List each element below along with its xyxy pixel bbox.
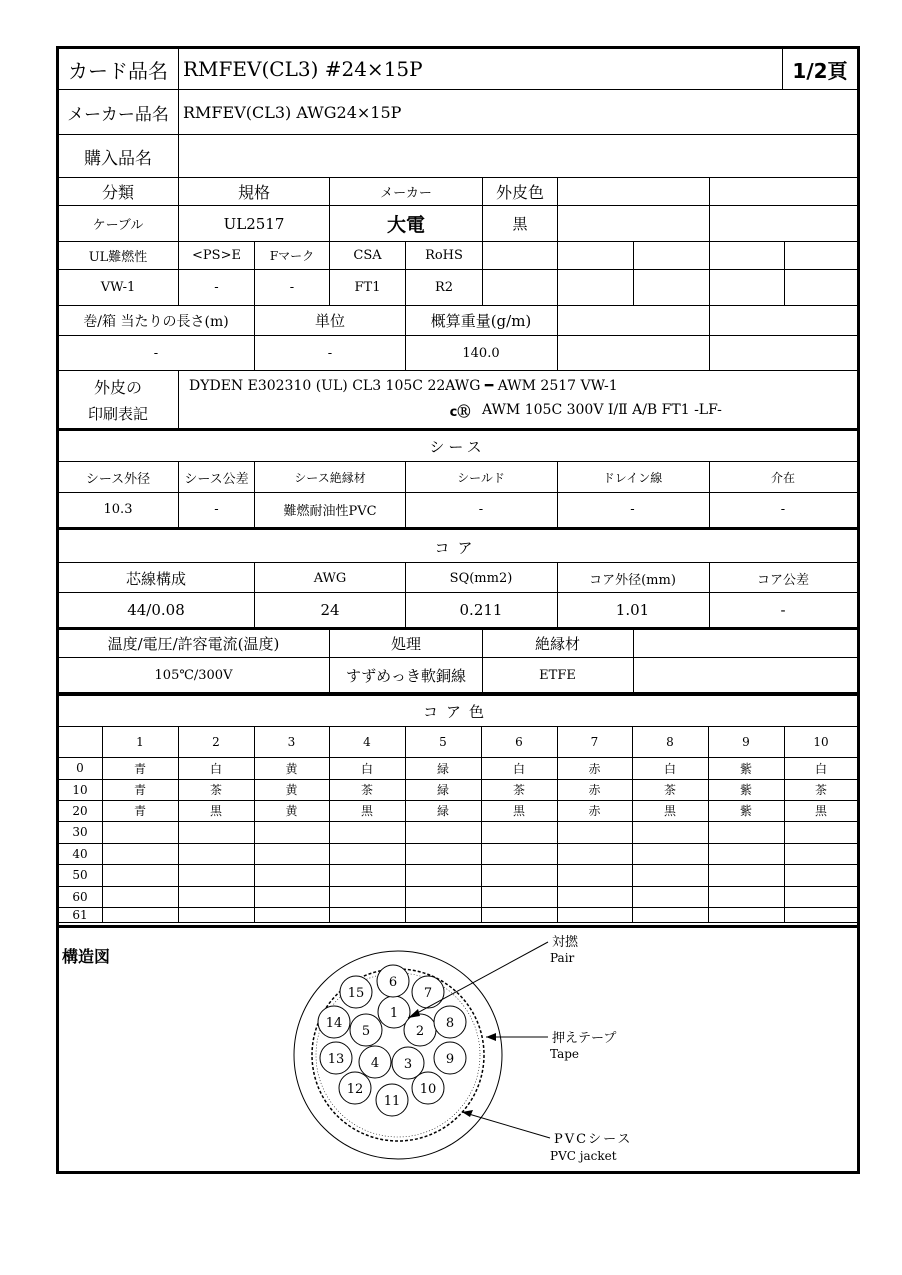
weight-header: 概算重量(g/m) — [430, 312, 532, 330]
core-tol-value: - — [780, 601, 786, 619]
sheath-od-header: シース外径 — [85, 472, 151, 487]
core-color-row-label: 10 — [72, 782, 88, 797]
temp-value: 105℃/300V — [154, 667, 233, 683]
core-color-cell: 白 — [663, 761, 676, 776]
core-color-cell: 黒 — [814, 804, 827, 818]
core-13 — [320, 1042, 352, 1074]
strand-header: 芯線構成 — [125, 570, 186, 588]
core-8 — [434, 1006, 466, 1038]
print-label-line1: 外皮の — [93, 377, 142, 397]
core-number: 4 — [370, 1056, 380, 1071]
core-number: 13 — [327, 1052, 345, 1067]
print-label-line2: 印刷表記 — [87, 404, 148, 423]
core-color-column-header: 9 — [742, 735, 750, 749]
tape-label-jp: 押えテープ — [552, 1031, 617, 1046]
f-mark-header: Fマーク — [269, 249, 315, 263]
core-color-cell: 赤 — [588, 804, 601, 818]
unit-value: - — [327, 345, 333, 361]
card-name-label: カード品名 — [68, 58, 168, 83]
core-title: コア — [434, 538, 481, 557]
core-15 — [340, 976, 372, 1008]
core-color-column-header: 3 — [287, 735, 296, 749]
core-number: 9 — [445, 1052, 455, 1067]
jacket-color-value: 黒 — [512, 215, 528, 233]
ur-mark-icon: cⓇ — [449, 404, 471, 420]
core-4 — [359, 1046, 391, 1078]
core-number: 1 — [389, 1006, 399, 1021]
core-14 — [318, 1006, 350, 1038]
core-tol-header: コア公差 — [756, 573, 809, 588]
jacket-label-jp: PVCシース — [554, 1132, 633, 1147]
core-color-cell: 黒 — [663, 804, 676, 818]
core-number: 15 — [347, 986, 365, 1001]
tape-arrow-icon — [486, 1033, 496, 1041]
shield-value: - — [478, 502, 484, 517]
core-color-column-header: 1 — [136, 735, 144, 749]
core-color-title: コア色 — [422, 702, 492, 721]
strand-value: 44/0.08 — [127, 601, 185, 619]
core-color-cell: 黄 — [285, 783, 298, 797]
core-color-row-label: 40 — [72, 846, 88, 861]
core-color-column-header: 10 — [813, 735, 829, 749]
standard-value: UL2517 — [223, 214, 285, 233]
core-number: 7 — [423, 986, 433, 1001]
print-text-line1: DYDEN E302310 (UL) CL3 105C 22AWG ━ AWM 2517 VW-1 — [189, 378, 618, 394]
core-11 — [376, 1084, 408, 1116]
core-color-cell: 茶 — [512, 783, 525, 797]
core-od-header: コア外径(mm) — [589, 573, 676, 588]
temp-header: 温度/電圧/許容電流(温度) — [107, 635, 280, 653]
core-number: 8 — [445, 1016, 455, 1031]
core-color-cell: 白 — [512, 761, 525, 776]
classification-value: ケーブル — [92, 218, 144, 233]
purchase-name-label: 購入品名 — [84, 148, 152, 169]
core-12 — [339, 1072, 371, 1104]
core-color-row-label: 20 — [72, 803, 88, 818]
core-color-cell: 緑 — [436, 761, 449, 776]
sheath-insul-value: 難燃耐油性PVC — [283, 504, 377, 519]
shield-header: シールド — [457, 471, 505, 485]
core-number: 2 — [415, 1024, 425, 1039]
core-number: 11 — [383, 1094, 401, 1109]
core-color-cell: 茶 — [814, 783, 827, 797]
jacket-label-en: PVC jacket — [550, 1149, 617, 1163]
pse-value: - — [214, 280, 219, 295]
sheath-tol-value: - — [214, 502, 219, 517]
core-color-cell: 青 — [133, 761, 146, 776]
card-name-value: RMFEV(CL3) #24×15P — [183, 57, 423, 81]
core-7 — [412, 976, 444, 1008]
length-value: - — [153, 345, 159, 361]
core-number: 12 — [346, 1082, 364, 1097]
classification-header: 分類 — [101, 183, 134, 202]
tape-label-en: Tape — [550, 1047, 580, 1061]
core-color-cell: 白 — [814, 761, 827, 776]
core-color-row-label: 30 — [72, 825, 88, 839]
core-color-row-label: 60 — [72, 889, 88, 904]
page-number: 1/2頁 — [792, 58, 848, 83]
core-color-cell: 黒 — [512, 804, 525, 818]
core-color-column-header: 4 — [363, 735, 371, 749]
core-2 — [404, 1014, 436, 1046]
core-color-cell: 緑 — [436, 804, 449, 818]
jacket-color-header: 外皮色 — [495, 183, 544, 202]
core-color-cell: 黒 — [360, 804, 373, 818]
core-6 — [377, 965, 409, 997]
unit-header: 単位 — [314, 312, 345, 330]
sq-value: 0.211 — [459, 601, 503, 619]
core-color-cell: 赤 — [588, 783, 601, 797]
filler-value: - — [780, 502, 786, 517]
sheath-insul-header: シース絶縁材 — [294, 471, 366, 485]
length-header: 巻/箱 当たりの長さ(m) — [83, 313, 229, 330]
core-number: 5 — [361, 1024, 371, 1039]
core-color-column-header: 8 — [666, 735, 674, 749]
sheath-tol-header: シース公差 — [184, 472, 249, 487]
f-mark-value: - — [289, 280, 295, 295]
ul-flame-header: UL難燃性 — [88, 250, 148, 265]
core-number: 14 — [325, 1016, 343, 1031]
maker-value: 大電 — [386, 214, 425, 236]
core-color-column-header: 7 — [590, 735, 599, 749]
pse-header: <PS>E — [192, 248, 241, 263]
core-color-column-header: 6 — [515, 735, 523, 749]
core-number: 6 — [388, 975, 398, 990]
csa-header: CSA — [353, 248, 382, 263]
filler-header: 介在 — [770, 471, 795, 485]
core-color-cell: 茶 — [209, 783, 222, 797]
maker-header: メーカー — [380, 186, 432, 201]
treatment-value: すずめっき軟銅線 — [345, 666, 466, 685]
print-text-line2: AWM 105C 300V Ⅰ/Ⅱ A/B FT1 -LF- — [482, 402, 722, 418]
core-color-cell: 茶 — [360, 783, 373, 797]
treatment-header: 処理 — [390, 635, 421, 653]
core-color-row-label: 0 — [76, 761, 84, 775]
rohs-value: R2 — [434, 280, 454, 295]
core-color-cell: 白 — [360, 761, 373, 776]
core-od-value: 1.01 — [615, 601, 650, 619]
drain-value: - — [630, 502, 635, 517]
maker-name-label: メーカー品名 — [67, 104, 169, 125]
core-color-cell: 青 — [133, 783, 146, 797]
core-9 — [434, 1042, 466, 1074]
core-color-cell: 紫 — [739, 761, 752, 776]
core-color-cell: 紫 — [739, 783, 752, 797]
core-color-cell: 赤 — [588, 761, 601, 776]
core-color-cell: 黄 — [285, 761, 298, 776]
core-color-cell: 茶 — [663, 783, 676, 797]
insulation-header: 絶縁材 — [534, 635, 580, 653]
core-color-cell: 緑 — [436, 783, 449, 797]
sheath-title: シース — [429, 437, 486, 456]
drain-header: ドレイン線 — [602, 471, 663, 485]
core-10 — [412, 1072, 444, 1104]
rohs-header: RoHS — [425, 248, 463, 263]
core-color-column-header: 2 — [212, 735, 220, 749]
core-color-cell: 白 — [209, 761, 222, 776]
core-number: 10 — [419, 1082, 437, 1097]
awg-header: AWG — [313, 571, 347, 586]
csa-value: FT1 — [354, 280, 381, 295]
pair-label-jp: 対撚 — [552, 935, 579, 950]
sheath-od-value: 10.3 — [103, 502, 133, 517]
core-color-column-header: 5 — [439, 735, 447, 749]
structure-title: 構造図 — [62, 946, 111, 966]
core-color-row-label: 61 — [72, 907, 88, 922]
maker-name-value: RMFEV(CL3) AWG24×15P — [183, 102, 402, 122]
weight-value: 140.0 — [462, 345, 500, 361]
core-number: 3 — [403, 1057, 413, 1072]
core-5 — [350, 1014, 382, 1046]
core-color-cell: 黒 — [209, 804, 222, 818]
sq-header: SQ(mm2) — [449, 571, 513, 586]
core-color-cell: 紫 — [739, 804, 752, 818]
ul-flame-value: VW-1 — [100, 280, 136, 295]
insulation-value: ETFE — [539, 667, 576, 683]
core-color-cell: 黄 — [285, 804, 298, 818]
core-color-row-label: 50 — [72, 868, 88, 882]
standard-header: 規格 — [237, 183, 270, 202]
core-color-cell: 青 — [133, 804, 146, 818]
awg-value: 24 — [320, 601, 340, 619]
pair-label-en: Pair — [550, 951, 575, 965]
